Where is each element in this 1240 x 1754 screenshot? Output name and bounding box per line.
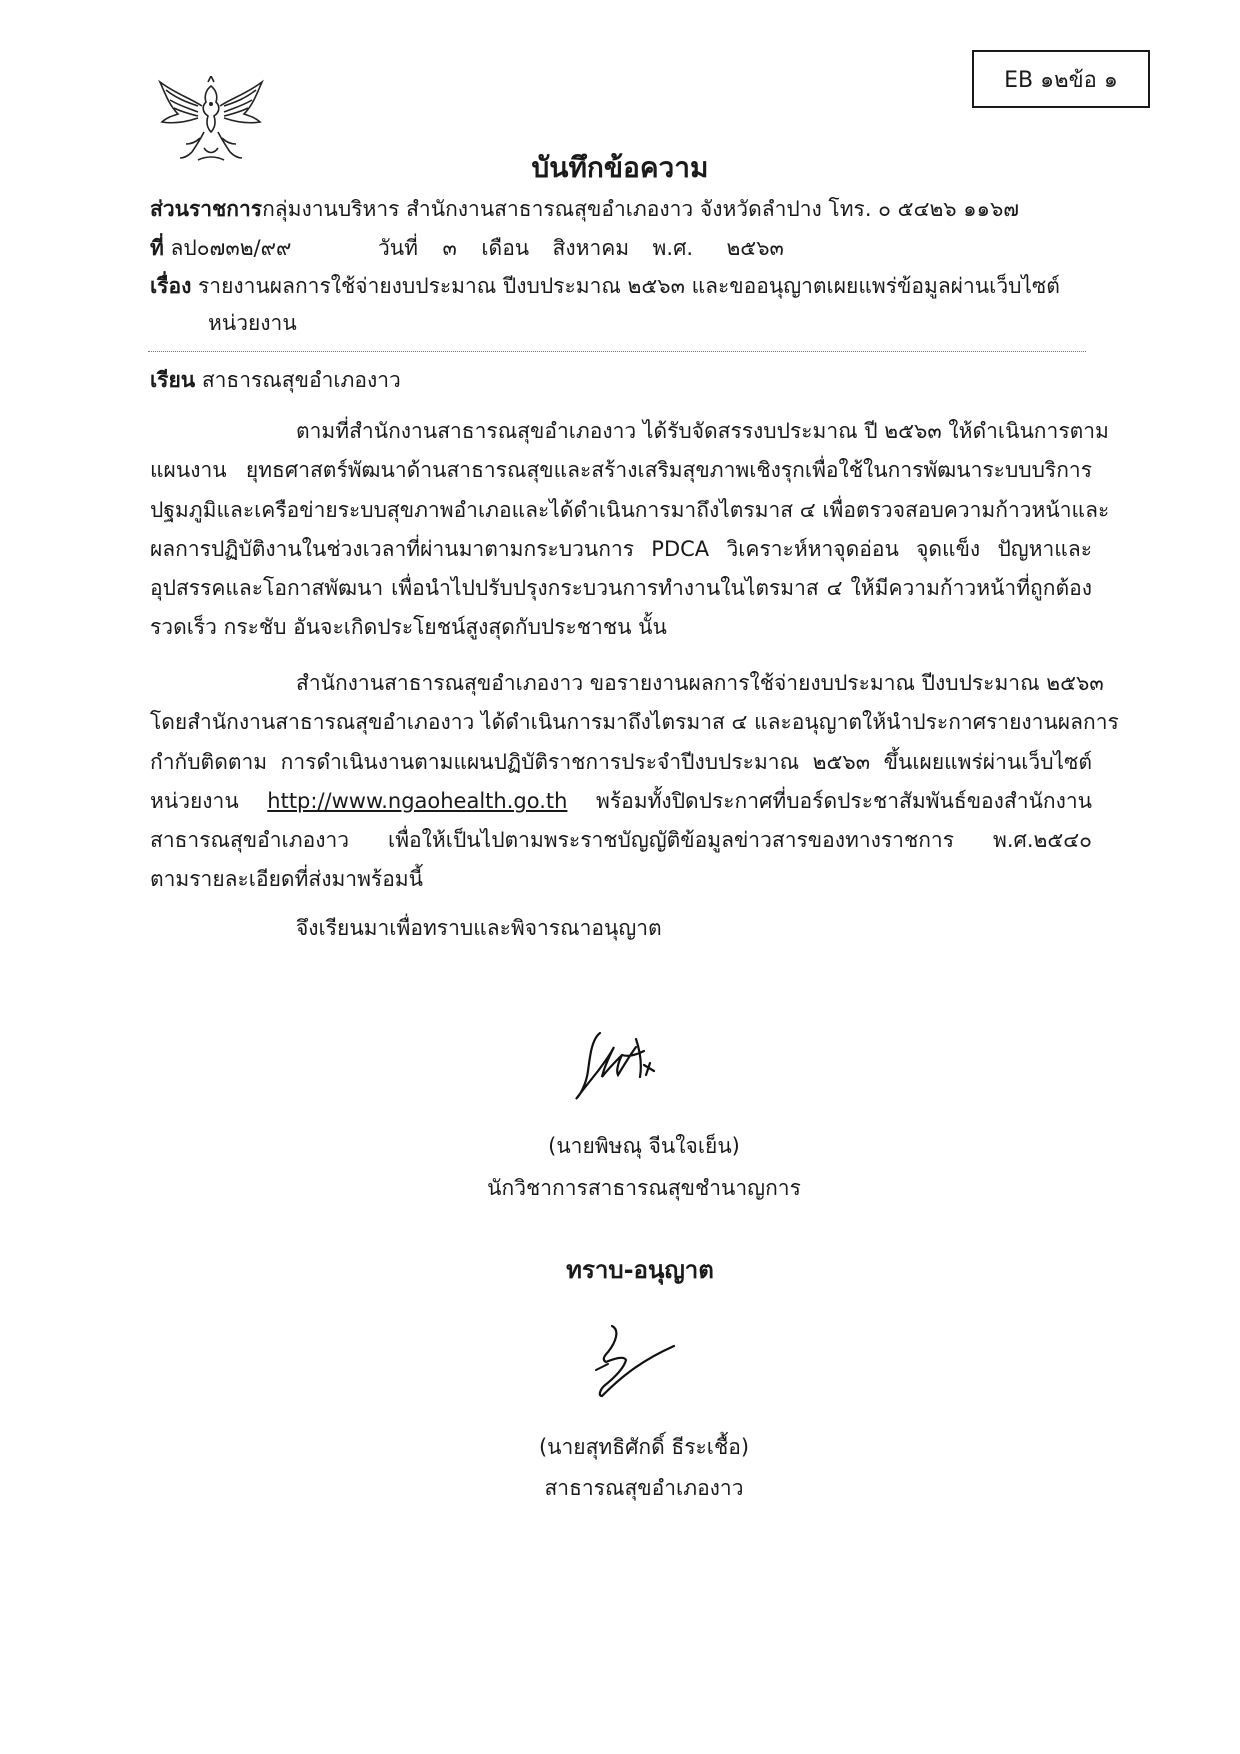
reference-box: EB ๑๒ข้อ ๑ xyxy=(972,50,1150,108)
paragraph-1 xyxy=(150,412,1110,648)
date-line xyxy=(378,232,784,265)
paragraph-1-line: รวดเร็ว กระชับ อันจะเกิดประโยชน์สูงสุดกับประชาชน นั้น xyxy=(150,615,667,640)
paragraph-2-line-with-link xyxy=(150,782,1092,821)
closing-line: จึงเรียนมาเพื่อทราบและพิจารณาอนุญาต xyxy=(296,916,662,940)
subject-label: เรื่อง xyxy=(150,274,192,298)
signer-2-name: (นายสุทธิศักดิ์ ธีระเชื้อ) xyxy=(538,1435,750,1459)
signature-1-icon xyxy=(570,1025,680,1105)
signer-1-position: นักวิชาการสาธารณสุขชำนาญการ xyxy=(487,1176,801,1200)
website-link[interactable]: http://www.ngaohealth.go.th xyxy=(267,788,568,813)
ref-label: ที่ xyxy=(150,236,164,260)
paragraph-1-line: อุปสรรคและโอกาสพัฒนา เพื่อนำไปปรับปรุงกระบวนการทำงานในไตรมาส ๔ ให้มีความก้าวหน้าที่ถูกต้อง xyxy=(150,576,1092,601)
paragraph-1-line: ตามที่สำนักงานสาธารณสุขอำเภองาว ได้รับจัดสรรงบประมาณ ปี ๒๕๖๓ ให้ดำเนินการตาม xyxy=(296,419,1109,443)
paragraph-2 xyxy=(150,664,1119,900)
header-divider xyxy=(148,351,1086,352)
paragraph-1-line: แผนงาน ยุทธศาสตร์พัฒนาด้านสาธารณสุขและสร้างเสริมสุขภาพเชิงรุกเพื่อใช้ในการพัฒนาระบบบริการ xyxy=(150,458,1092,483)
date-label: วันที่ xyxy=(378,236,418,260)
paragraph-2-line: กำกับติดตาม การดำเนินงานตามแผนปฏิบัติราชการประจำปีงบประมาณ ๒๕๖๓ ขึ้นเผยแพร่ผ่านเว็บไซต์ xyxy=(150,749,1092,774)
paragraph-2-line: สาธารณสุขอำเภองาว เพื่อให้เป็นไปตามพระราชบัญญัติข้อมูลข่าวสารของทางราชการ พ.ศ.๒๕๔๐ xyxy=(150,828,1092,853)
paragraph-2-line: สำนักงานสาธารณสุขอำเภองาว ขอรายงานผลการใช้จ่ายงบประมาณ ปีงบประมาณ ๒๕๖๓ xyxy=(296,671,1104,695)
date-day: ๓ xyxy=(442,236,457,260)
paragraph-2-line: โดยสำนักงานสาธารณสุขอำเภองาว ได้ดำเนินการมาถึงไตรมาส ๔ และอนุญาตให้นำประกาศรายงานผลการ xyxy=(150,710,1119,735)
paragraph-2-line: ตามรายละเอียดที่ส่งมาพร้อมนี้ xyxy=(150,867,424,892)
website-prefix: หน่วยงาน xyxy=(150,788,239,813)
subject-continuation: หน่วยงาน xyxy=(208,311,297,335)
month-label: เดือน xyxy=(481,236,530,260)
year-label: พ.ศ. xyxy=(652,236,694,260)
month-value: สิงหาคม xyxy=(552,236,630,260)
agency-label: ส่วนราชการ xyxy=(150,197,263,221)
year-value: ๒๕๖๓ xyxy=(726,236,784,260)
signer-1-name: (นายพิษณุ จีนใจเย็น) xyxy=(548,1134,740,1158)
subject-line xyxy=(150,270,1060,303)
paragraph-1-line: ผลการปฏิบัติงานในช่วงเวลาที่ผ่านมาตามกระบวนการ PDCA วิเคราะห์หาจุดอ่อน จุดแข็ง ปัญหาและ xyxy=(150,536,1092,561)
subject-text-1: รายงานผลการใช้จ่ายงบประมาณ ปีงบประมาณ ๒๕๖๓ และขออนุญาตเผยแพร่ข้อมูลผ่านเว็บไซต์ xyxy=(198,274,1060,298)
agency-value: กลุ่มงานบริหาร สำนักงานสาธารณสุขอำเภองาว จังหวัดลำปาง โทร. ๐ ๕๔๒๖ ๑๑๖๗ xyxy=(262,197,1020,221)
ref-value: ลป๐๗๓๒/๙๙ xyxy=(170,236,292,260)
paragraph-1-line: ปฐมภูมิและเครือข่ายระบบสุขภาพอำเภอและได้ดำเนินการมาถึงไตรมาส ๔ เพื่อตรวจสอบความก้าวหน้าและ xyxy=(150,497,1110,522)
salutation-label: เรียน xyxy=(150,368,196,392)
approval-text: ทราบ-อนุญาต xyxy=(566,1256,714,1284)
agency-line xyxy=(150,193,1019,226)
salutation-line xyxy=(150,364,401,397)
salutation-value: สาธารณสุขอำเภองาว xyxy=(201,368,401,392)
reference-line xyxy=(150,232,291,265)
document-title: บันทึกข้อความ xyxy=(531,151,709,184)
signer-2-position: สาธารณสุขอำเภองาว xyxy=(544,1476,744,1500)
signature-2-icon xyxy=(578,1320,688,1410)
website-suffix: พร้อมทั้งปิดประกาศที่บอร์ดประชาสัมพันธ์ของสำนักงาน xyxy=(596,788,1092,813)
